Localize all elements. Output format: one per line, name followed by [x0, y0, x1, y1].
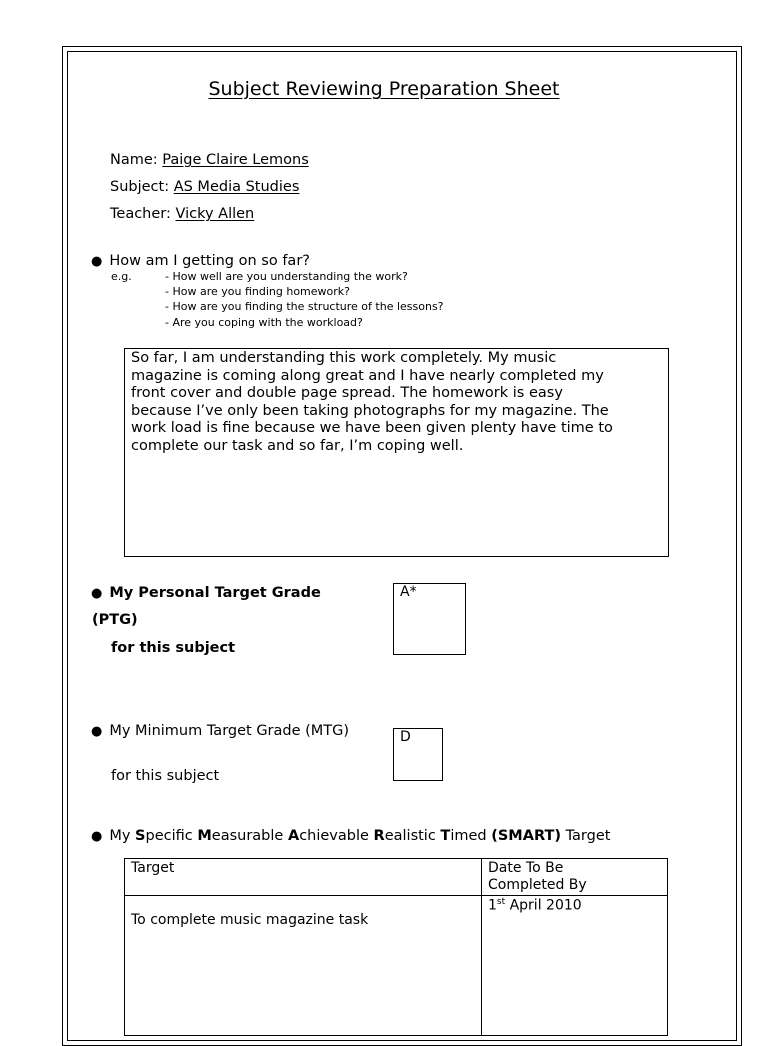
bullet-icon: ● — [91, 724, 103, 739]
date-day: 1 — [488, 897, 497, 914]
prompt-item: - How are you finding the structure of the lessons? — [165, 300, 444, 313]
smart-target-table — [124, 858, 668, 1036]
target-cell: To complete music magazine task — [125, 896, 482, 1036]
smart-letter: A — [287, 828, 300, 844]
answer-line: because I’ve only been taking photographs for my magazine. The — [131, 402, 609, 419]
subject-row — [110, 179, 299, 195]
header-date-line2: Completed By — [488, 877, 587, 893]
ptg-grade-box — [393, 583, 466, 655]
ptg-line2: (PTG) — [92, 612, 138, 628]
date-cell — [482, 896, 668, 1036]
bullet-icon: ● — [91, 254, 103, 269]
smart-letter: R — [373, 828, 385, 844]
subject-label: Subject: — [110, 179, 170, 195]
date-suffix: st — [496, 897, 506, 907]
prompt-item: - How are you finding homework? — [165, 285, 350, 298]
prompt-item: - How well are you understanding the work? — [165, 270, 408, 283]
page-title: Subject Reviewing Preparation Sheet — [208, 78, 560, 100]
table-row — [125, 896, 668, 1036]
bullet-icon: ● — [91, 586, 103, 601]
smart-heading — [91, 828, 610, 844]
answer-line: work load is fine because we have been given plenty have time to — [131, 420, 613, 436]
mtg-grade-box — [393, 728, 443, 781]
bullet-icon: ● — [91, 829, 103, 844]
progress-answer-box — [124, 348, 669, 557]
name-value: Paige Claire Lemons — [162, 152, 309, 168]
smart-word: chievable — [299, 828, 374, 844]
mtg-heading — [91, 723, 349, 739]
answer-line: front cover and double page spread. The homework is easy — [131, 385, 563, 401]
name-label: Name: — [110, 152, 158, 168]
header-date-line1: Date To Be — [488, 860, 564, 876]
smart-word: imed — [450, 828, 492, 844]
answer-line: So far, I am understanding this work completely. My music — [131, 350, 557, 366]
smart-acronym: (SMART) — [491, 828, 561, 844]
smart-word: Target — [560, 828, 611, 844]
teacher-value: Vicky Allen — [175, 206, 255, 222]
eg-label: e.g. — [111, 270, 132, 283]
header-date — [482, 859, 668, 896]
ptg-heading — [91, 585, 321, 601]
teacher-label: Teacher: — [110, 206, 171, 222]
smart-letter: T — [440, 828, 451, 844]
answer-line: complete our task and so far, I’m coping well. — [131, 437, 464, 454]
ptg-line3: for this subject — [111, 640, 236, 656]
progress-question-text: How am I getting on so far? — [109, 253, 310, 269]
mtg-line2: for this subject — [111, 768, 220, 784]
name-row — [110, 152, 309, 168]
ptg-line1: My Personal Target Grade — [109, 585, 321, 601]
smart-word: ealistic — [384, 828, 441, 844]
smart-word: My — [109, 828, 136, 844]
prompt-item: - Are you coping with the workload? — [165, 316, 363, 329]
subject-value: AS Media Studies — [173, 179, 300, 195]
smart-word: easurable — [211, 828, 288, 844]
teacher-row — [110, 206, 254, 222]
mtg-line1: My Minimum Target Grade (MTG) — [109, 723, 350, 739]
date-rest: April 2010 — [505, 897, 582, 914]
smart-letter: M — [197, 828, 212, 844]
smart-word: pecific — [145, 828, 198, 844]
header-target: Target — [125, 859, 482, 896]
answer-line: magazine is coming along great and I have nearly completed my — [131, 367, 604, 384]
ptg-grade: A* — [400, 584, 417, 600]
smart-letter: S — [135, 828, 146, 844]
progress-question — [91, 253, 310, 269]
table-header-row — [125, 859, 668, 896]
mtg-grade: D — [400, 729, 411, 745]
